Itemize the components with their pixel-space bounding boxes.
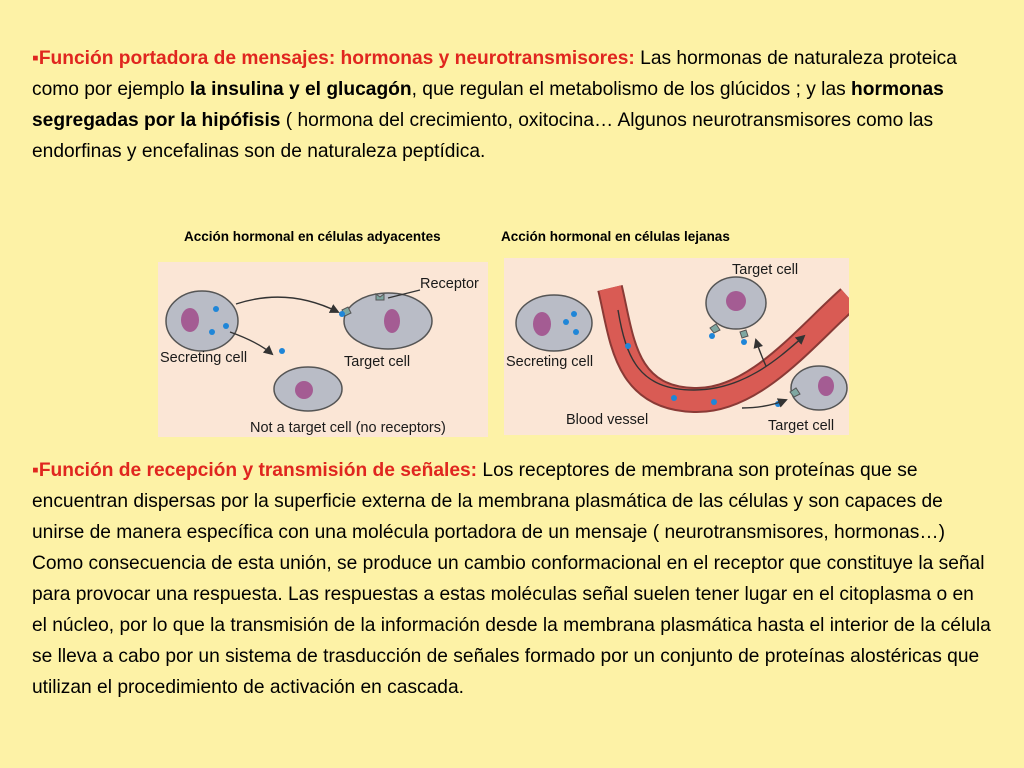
figure-distant-cells xyxy=(504,258,849,435)
receptor-icon xyxy=(740,330,748,338)
p1-text-1: Las hormonas de naturaleza proteica como por ejemplo xyxy=(32,48,957,100)
p1-text-2: , que regulan el metabolismo de los glúcidos ; y las xyxy=(411,79,852,100)
secreting-cell xyxy=(166,291,238,351)
non-target-cell-nucleus xyxy=(295,381,313,399)
p1-bold-pituitary: hormonas segregadas por la hipófisis xyxy=(32,79,944,131)
distant-cells-svg xyxy=(504,258,849,435)
hormone-dot xyxy=(339,311,345,317)
hormone-dot xyxy=(671,395,677,401)
target-cell-top-nucleus xyxy=(726,291,746,311)
label-secreting-cell: Secreting cell xyxy=(506,354,594,370)
secreting-cell-nucleus xyxy=(181,308,199,332)
label-target-cell-bottom: Target cell xyxy=(768,418,835,434)
bullet-1: ▪ xyxy=(32,48,39,69)
arrow-to-target xyxy=(236,297,338,312)
paragraph-reception-function xyxy=(32,455,992,703)
p1-bold-insulin: la insulina y el glucagón xyxy=(189,79,412,100)
label-secreting-cell: Secreting cell xyxy=(160,350,248,366)
hormone-dot xyxy=(571,311,577,317)
hormone-dot xyxy=(223,323,229,329)
target-cell-right-nucleus xyxy=(818,376,834,396)
secreting-cell-nucleus xyxy=(533,312,551,336)
hormone-dot xyxy=(563,319,569,325)
hormone-dot xyxy=(573,329,579,335)
paragraph-messenger-function xyxy=(32,43,992,167)
hormone-dot xyxy=(709,333,715,339)
caption-adjacent-cells: Acción hormonal en células adyacentes xyxy=(184,229,441,244)
p1-text-3: ( hormona del crecimiento, oxitocina… Algunos neurotransmisores como las endorfinas y encefalinas son de naturaleza peptídica. xyxy=(32,110,934,162)
hormone-dot xyxy=(711,399,717,405)
caption-distant-cells: Acción hormonal en células lejanas xyxy=(501,229,730,244)
bullet-2: ▪ xyxy=(32,460,39,481)
label-target-cell: Target cell xyxy=(344,354,411,370)
p2-text: Los receptores de membrana son proteínas que se encuentran dispersas por la superficie externa de la membrana plasmática de las células y son capaces de unirse de manera específica con una molécula portadora de un mensaje ( neurotransmisores, hormonas…) Como consecuencia de esta unión, se produce un cambio conformacional en el receptor que constituye la señal para provocar una respuesta. Las respuestas a estas moléculas señal suelen tener lugar en el citoplasma o en el núcleo, por lo que la transmisión de la información desde la membrana plasmática hasta el interior de la célula se lleva a cabo por un sistema de trasducción de señales formado por un conjunto de proteínas alostéricas que utilizan el procedimiento de activación en cascada. xyxy=(32,460,991,698)
hormone-dot xyxy=(741,339,747,345)
receptor-icon xyxy=(710,324,720,333)
label-not-target-cell: Not a target cell (no receptors) xyxy=(250,420,446,436)
label-blood-vessel: Blood vessel xyxy=(566,412,649,428)
hormone-dot xyxy=(209,329,215,335)
heading-reception-function: Función de recepción y transmisión de señales: xyxy=(38,460,478,481)
secreting-cell xyxy=(516,295,592,351)
hormone-dot xyxy=(625,343,631,349)
target-cell-nucleus xyxy=(384,309,400,333)
label-receptor: Receptor xyxy=(420,276,479,292)
heading-messenger-function: Función portadora de mensajes: hormonas y neurotransmisores: xyxy=(38,48,635,69)
figure-adjacent-cells xyxy=(158,262,488,437)
hormone-dot xyxy=(279,348,285,354)
adjacent-cells-svg xyxy=(158,262,488,437)
label-target-cell-top: Target cell xyxy=(732,262,799,278)
hormone-dot xyxy=(213,306,219,312)
